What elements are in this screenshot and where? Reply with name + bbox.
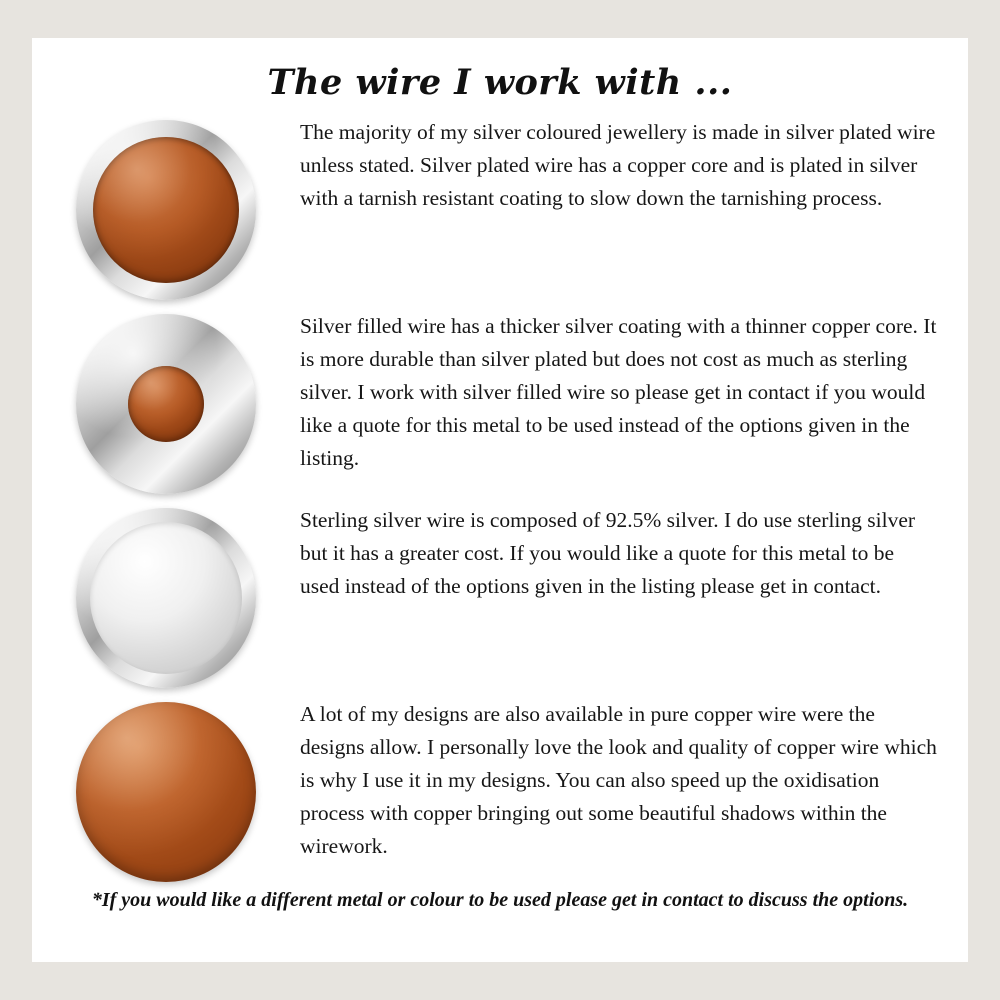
copper-wire-swatch — [76, 702, 256, 882]
silver-plated-wire-swatch — [76, 120, 256, 300]
list-item — [32, 310, 968, 494]
page-title: The wire I work with ... — [267, 62, 733, 103]
copper-core-icon — [128, 366, 204, 442]
wire-description-text: Silver filled wire has a thicker silver coating with a thinner copper core. It is more durable than silver plated but does not cost as much as sterling silver. I work with silver filled wire so please get in contact if you would like a quote for this metal to be used instead of the options given in the listing. — [300, 314, 937, 470]
wire-type-list — [32, 116, 968, 892]
sterling-silver-wire-swatch — [76, 508, 256, 688]
swatch-cell — [32, 504, 300, 688]
list-item — [32, 698, 968, 882]
silver-filled-wire-swatch — [76, 314, 256, 494]
wire-description-text: Sterling silver wire is composed of 92.5% silver. I do use sterling silver but it has a greater cost. If you would like a quote for this metal to be used instead of the options given in the listing please get in contact. — [300, 508, 916, 598]
swatch-cell — [32, 310, 300, 494]
swatch-cell — [32, 698, 300, 882]
wire-description-text: A lot of my designs are also available in pure copper wire were the designs allow. I personally love the look and quality of copper wire which is why I use it in my designs. You can also speed up the oxidisation process with copper bringing out some beautiful shadows within the wirework. — [300, 702, 937, 858]
copper-disc-icon — [76, 702, 256, 882]
swatch-cell — [32, 116, 300, 300]
footnote: *If you would like a different metal or colour to be used please get in contact to discuss the options. — [91, 889, 909, 911]
list-item — [32, 504, 968, 688]
list-item — [32, 116, 968, 300]
silver-core-icon — [90, 522, 242, 674]
info-card — [32, 38, 968, 962]
wire-description-text: The majority of my silver coloured jewellery is made in silver plated wire unless stated. Silver plated wire has a copper core and is plated in silver with a tarnish resistant coating to slow down the tarnishing process. — [300, 120, 936, 210]
copper-core-icon — [93, 137, 239, 283]
